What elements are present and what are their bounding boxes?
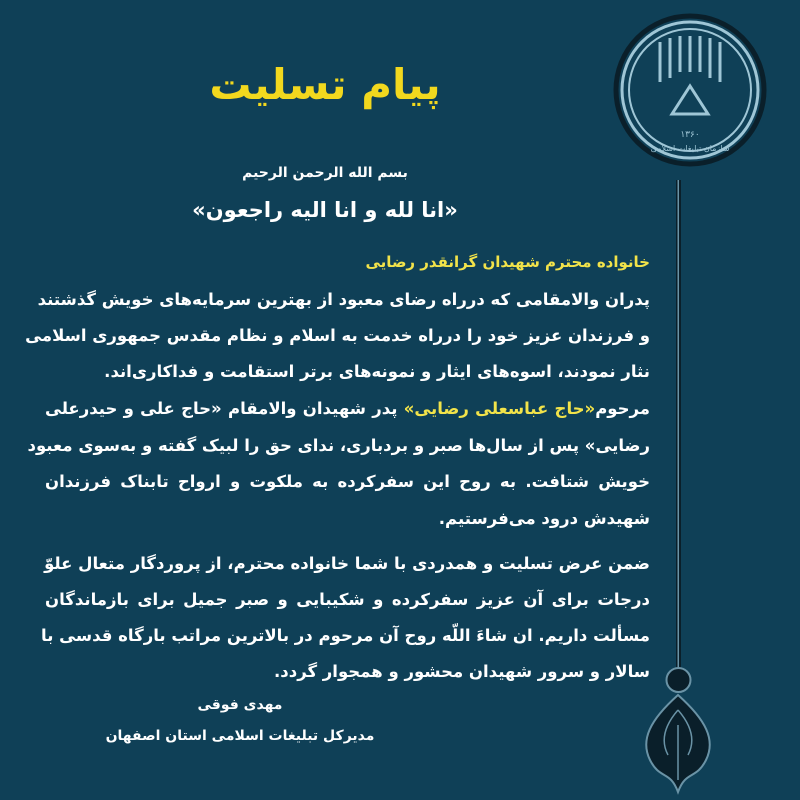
paragraph-line: و فرزندان عزیز خود را درراه خدمت به اسلام و نظام مقدس جمهوری اسلامی xyxy=(25,326,650,345)
organization-logo xyxy=(612,12,772,172)
ornamental-pendant xyxy=(640,180,720,800)
logo-org: سازمان تبلیغات اسلامی xyxy=(650,144,730,153)
paragraph-line: ضمن عرض تسلیت و همدردی با شما خانواده محترم، از پروردگار متعال علوّ xyxy=(44,554,650,573)
logo-year: ۱۳۶۰ xyxy=(680,130,700,140)
bismillah: بسم الله الرحمن الرحیم xyxy=(242,165,408,181)
paragraph-text: پدر شهیدان والامقام «حاج علی و حیدرعلی xyxy=(45,399,404,418)
signature-role: مدیرکل تبلیغات اسلامی استان اصفهان xyxy=(105,728,375,744)
paragraph-line: مسألت داریم. ان شاءَ اللّه روح آن مرحوم در بالاترین مراتب بارگاه قدسی با xyxy=(41,626,650,645)
paragraph-line: رضایی» پس از سال‌ها صبر و بردباری، ندای حق را لبیک گفته و به‌سوی معبود xyxy=(27,436,650,455)
pendant-bead xyxy=(667,668,691,692)
logo-emblem xyxy=(660,36,720,114)
page-title: پیام تسلیت xyxy=(209,60,441,109)
paragraph-line: پدران والامقامی که درراه رضای معبود از بهترین سرمایه‌های خویش گذشتند xyxy=(37,290,650,309)
paragraph-text: مرحوم xyxy=(595,399,651,418)
signature-name: مهدی فوقی xyxy=(197,697,283,713)
paragraph-line xyxy=(45,399,650,418)
verse: «انا لله و انا الیه راجعون» xyxy=(192,198,458,222)
paragraph-line: نثار نمودند، اسوه‌های ایثار و نمونه‌های برتر استقامت و فداکاری‌اند. xyxy=(104,362,650,381)
salutation: خانواده محترم شهیدان گرانقدر رضایی xyxy=(365,253,650,271)
paragraph-line: درجات برای آن عزیز سفرکرده و شکیبایی و صبر جمیل برای بازماندگان xyxy=(45,590,650,609)
paragraph-line: خویش شتافت. به روح این سفرکرده به ملکوت و ارواح تابناک فرزندان xyxy=(45,472,650,491)
paragraph-line: سالار و سرور شهیدان محشور و همجوار گردد. xyxy=(274,662,650,681)
paragraph-line: شهیدش درود می‌فرستیم. xyxy=(438,509,650,528)
deceased-name: «حاج عباسعلی رضایی» xyxy=(403,399,596,418)
